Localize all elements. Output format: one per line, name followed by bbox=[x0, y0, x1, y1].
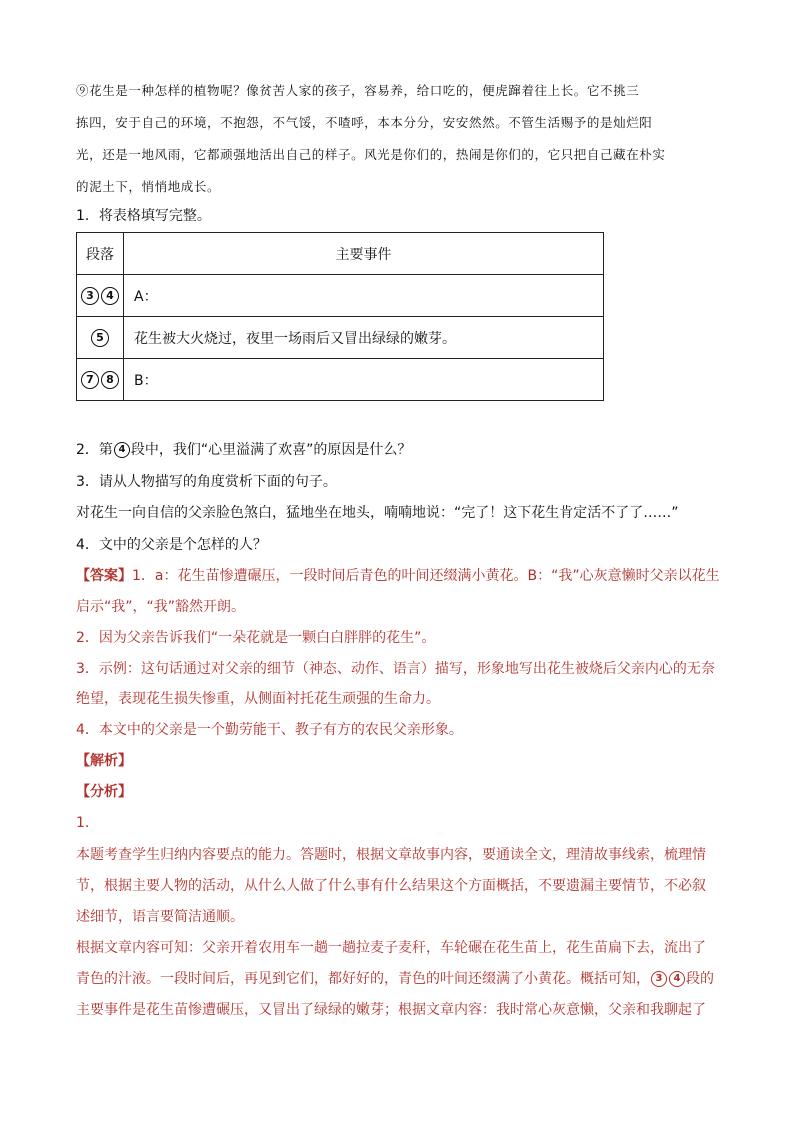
table-header-paragraph: 段落 bbox=[77, 233, 124, 275]
passage-line: 的泥土下，悄悄地成长。 bbox=[76, 179, 221, 194]
question-1: 1．将表格填写完整。 bbox=[76, 208, 211, 224]
event-cell: A： bbox=[124, 275, 604, 317]
event-cell: 花生被大火烧过，夜里一场雨后又冒出绿绿的嫩芽。 bbox=[124, 317, 604, 359]
answer-3-line: 绝望，表现花生损失惨重，从侧面衬托花生顽强的生命力。 bbox=[76, 691, 440, 707]
paragraph-cell bbox=[77, 275, 124, 317]
paragraph-number: 7 bbox=[81, 371, 99, 389]
question-4: 4．文中的父亲是个怎样的人？ bbox=[76, 537, 267, 553]
paragraph-number: 3 bbox=[651, 971, 667, 987]
question-2 bbox=[76, 440, 411, 460]
paragraph-number: 4 bbox=[101, 287, 119, 305]
analysis-line bbox=[76, 969, 714, 989]
table-row bbox=[77, 275, 604, 317]
paragraph-number: 5 bbox=[91, 329, 109, 347]
paragraph-number: 4 bbox=[669, 971, 685, 987]
answer-1-text: 1．a：花生苗惨遭碾压，一段时间后青色的叶间还缀满小黄花。B：“我”心灰意懒时父亲以花生 bbox=[132, 568, 720, 584]
analysis-number: 1． bbox=[76, 815, 99, 831]
analysis-sub-label: 【分析】 bbox=[76, 784, 132, 800]
paragraph-number: 8 bbox=[101, 371, 119, 389]
analysis-line: 根据文章内容可知：父亲开着农用车一趟一趟拉麦子麦秆，车轮碾在花生苗上，花生苗扁下去，流出了 bbox=[76, 940, 706, 956]
answer-label: 【答案】 bbox=[76, 568, 132, 584]
table-header-row bbox=[77, 233, 604, 275]
paragraph-cell bbox=[77, 359, 124, 401]
table-row bbox=[77, 359, 604, 401]
question-2-suffix: 段中，我们“心里溢满了欢喜”的原因是什么？ bbox=[130, 442, 412, 458]
event-cell: B： bbox=[124, 359, 604, 401]
paragraph-cell bbox=[77, 317, 124, 359]
analysis-line: 述细节，语言要简洁通顺。 bbox=[76, 909, 244, 925]
analysis-line: 本题考查学生归纳内容要点的能力。答题时，根据文章故事内容，要通读全文，理清故事线索，梳理情 bbox=[76, 847, 706, 863]
analysis-line: 节，根据主要人物的活动，从什么人做了什么事有什么结果这个方面概括，不要遗漏主要情节，不必叙 bbox=[76, 878, 706, 894]
answer-3-line: 3．示例：这句话通过对父亲的细节（神态、动作、语言）描写，形象地写出花生被烧后父亲内心的无奈 bbox=[76, 661, 715, 677]
table-row bbox=[77, 317, 604, 359]
answer-2: 2．因为父亲告诉我们“一朵花就是一颗白白胖胖的花生”。 bbox=[76, 630, 436, 646]
analysis-line: 主要事件是花生苗惨遭碾压，又冒出了绿绿的嫩芽；根据文章内容：我时常心灰意懒，父亲和我聊起了 bbox=[76, 1002, 706, 1018]
paragraph-number: 3 bbox=[81, 287, 99, 305]
answer-4: 4．本文中的父亲是一个勤劳能干、教子有方的农民父亲形象。 bbox=[76, 722, 463, 738]
analysis-text: 段的 bbox=[686, 971, 714, 987]
analysis-label: 【解析】 bbox=[76, 753, 132, 769]
question-3: 3．请从人物描写的角度赏析下面的句子。 bbox=[76, 474, 337, 490]
question-2-prefix: 2．第 bbox=[76, 442, 113, 458]
answer-1-line: 启示“我”，“我”豁然开朗。 bbox=[76, 599, 246, 615]
passage-line: ⑨花生是一种怎样的植物呢？像贫苦人家的孩子，容易养，给口吃的，便虎蹿着往上长。它不挑三 bbox=[76, 83, 640, 98]
paragraph-number: 4 bbox=[114, 442, 130, 458]
question-3-sentence: 对花生一向自信的父亲脸色煞白，猛地坐在地头，喃喃地说：“完了！这下花生肯定活不了了……” bbox=[76, 505, 679, 521]
table-header-event: 主要事件 bbox=[124, 233, 604, 275]
analysis-text: 青色的汁液。一段时间后，再见到它们，都好好的，青色的叶间还缀满了小黄花。概括可知， bbox=[76, 971, 650, 987]
events-table bbox=[76, 232, 604, 401]
passage-line: 光，还是一地风雨，它都顽强地活出自己的样子。风光是你们的，热闹是你们的，它只把自己藏在朴实 bbox=[76, 147, 666, 162]
passage-line: 拣四，安于自己的环境，不抱怨，不气馁，不喳呼，本本分分，安安然然。不管生活赐予的是灿烂阳 bbox=[76, 115, 653, 130]
answer-1-line bbox=[76, 566, 720, 586]
